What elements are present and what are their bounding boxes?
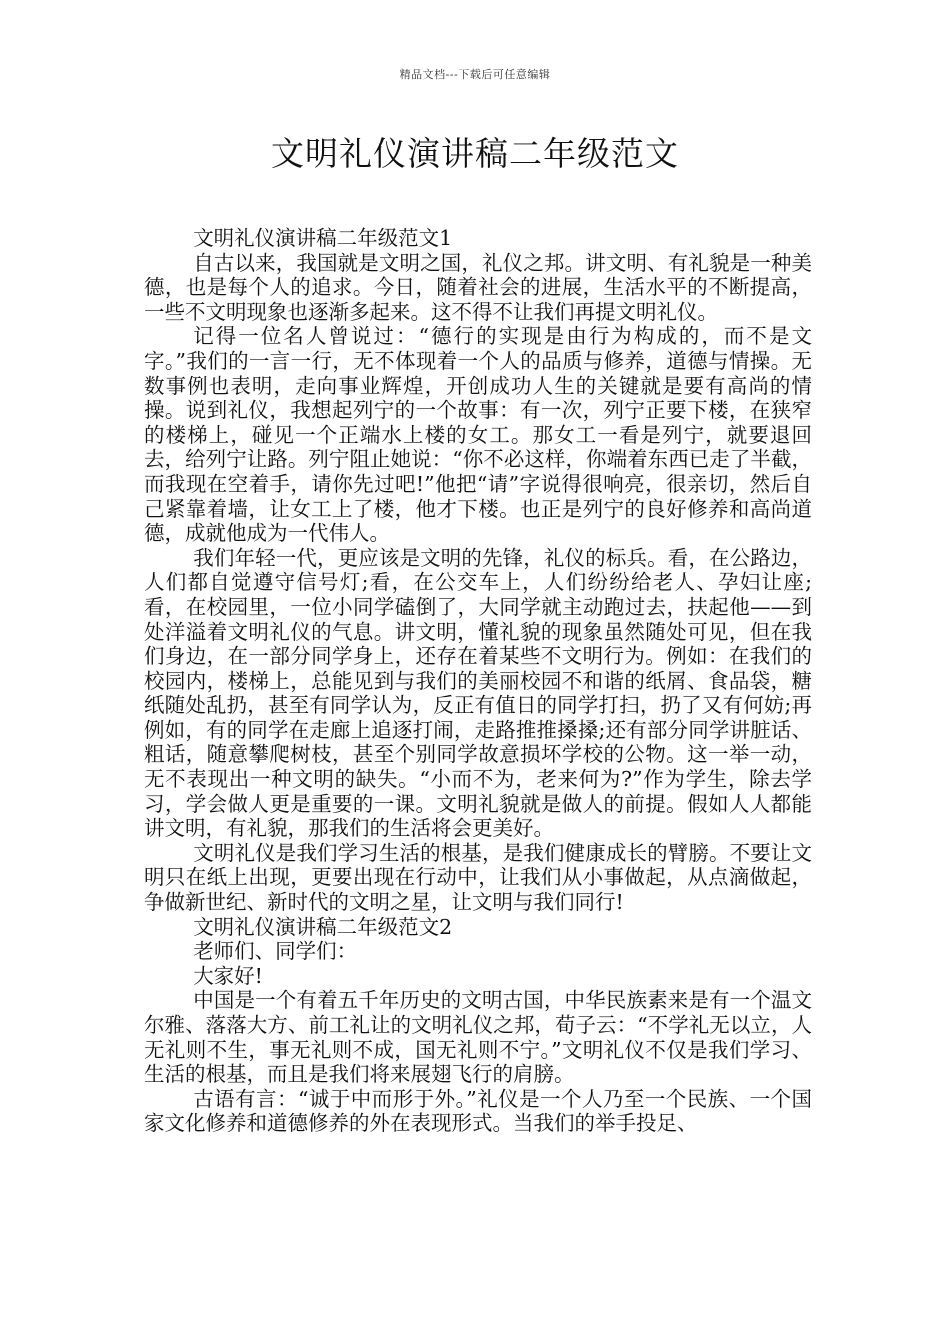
body-paragraph: 文明礼仪是我们学习生活的根基，是我们健康成长的臂膀。不要让文明只在纸上出现，更要出现在行动中，让我们从小事做起，从点滴做起，争做新世纪、新时代的文明之星，让文明与我们同行! xyxy=(144,840,812,915)
body-paragraph: 古语有言：“诚于中而形于外。”礼仪是一个人乃至一个民族、一个国家文化修养和道德修养的外在表现形式。当我们的举手投足、 xyxy=(144,1086,812,1136)
document-title: 文明礼仪演讲稿二年级范文 xyxy=(271,134,679,173)
body-paragraph: 文明礼仪演讲稿二年级范文2 xyxy=(193,914,453,939)
body-paragraph: 老师们、同学们： xyxy=(193,939,358,964)
body-paragraph: 文明礼仪演讲稿二年级范文1 xyxy=(193,226,453,250)
body-paragraph: 我们年轻一代，更应该是文明的先锋，礼仪的标兵。看，在公路边，人们都自觉遵守信号灯;看，在公交车上，人们纷纷给老人、孕妇让座;看，在校园里，一位小同学磕倒了，大同学就主动跑过去，扶起他——到处洋溢着文明礼仪的气息。讲文明，懂礼貌的现象虽然随处可见，但在我们身边，在一部分同学身上，还存在着某些不文明行为。例如：在我们的校园内，楼梯上，总能见到与我们的美丽校园不和谐的纸屑、食品袋，糖纸随处乱扔，甚至有同学认为，反正有值日的同学打扫，扔了又有何妨;再例如，有的同学在走廊上追逐打闹，走路推推搡搡;还有部分同学讲脏话、粗话，随意攀爬树枝，甚至个别同学故意损坏学校的公物。这一举一动，无不表现出一种文明的缺失。“小而不为，老来何为?”作为学生，除去学习，学会做人更是重要的一课。文明礼貌就是做人的前提。假如人人都能讲文明，有礼貌，那我们的生活将会更美好。 xyxy=(144,545,812,841)
body-paragraph: 中国是一个有着五千年历史的文明古国，中华民族素来是有一个温文尔雅、落落大方、前工礼让的文明礼仪之邦，荀子云：“不学礼无以立，人无礼则不生，事无礼则不成，国无礼则不宁。”文明礼仪不仅是我们学习、生活的根基，而且是我们将来展翅飞行的肩膀。 xyxy=(144,988,812,1087)
body-paragraph: 大家好! xyxy=(193,963,263,988)
body-paragraph: 自古以来，我国就是文明之国，礼仪之邦。讲文明、有礼貌是一种美德，也是每个人的追求。今日，随着社会的进展，生活水平的不断提高，一些不文明现象也逐渐多起来。这不得不让我们再提文明礼仪。 xyxy=(144,250,812,324)
header-note: 精品文档---下载后可任意编辑 xyxy=(399,68,551,81)
document-body xyxy=(144,226,812,1136)
body-paragraph: 记得一位名人曾说过：“德行的实现是由行为构成的，而不是文字。”我们的一言一行，无不体现着一个人的品质与修养，道德与情操。无数事例也表明，走向事业辉煌，开创成功人生的关键就是要有高尚的情操。说到礼仪，我想起列宁的一个故事：有一次，列宁正要下楼，在狭窄的楼梯上，碰见一个正端水上楼的女工。那女工一看是列宁，就要退回去，给列宁让路。列宁阻止她说：“你不必这样，你端着东西已走了半截，而我现在空着手，请你先过吧!”他把“请”字说得很响亮，很亲切，然后自己紧靠着墙，让女工上了楼，他才下楼。也正是列宁的良好修养和高尚道德，成就他成为一代伟人。 xyxy=(144,324,812,546)
